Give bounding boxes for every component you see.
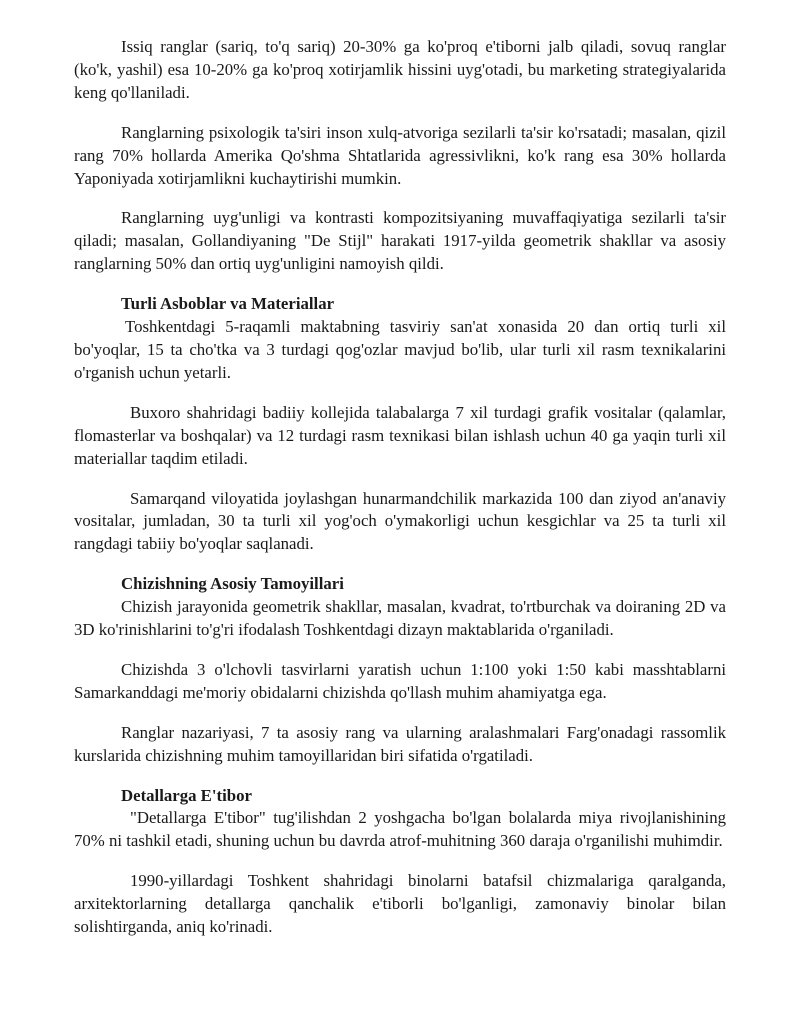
paragraph-samarkand-center: Samarqand viloyatida joylashgan hunarmandchilik markazida 100 dan ziyod an'anaviy vositalar, jumladan, 30 ta turli xil yog'och o'ymakorligi uchun kesgichlar va 25 ta turli xil rangdagi tabiiy bo'yoqlar saqlanadi. [74, 488, 726, 554]
paragraph-color-psychology: Ranglarning psixologik ta'siri inson xulq-atvoriga sezilarli ta'sir ko'rsatadi; masalan, qizil rang 70% hollarda Amerika Qo'shma Shtatlarida agressivlikni, ko'k rang esa 30% hollarda Yaponiyada xotirjamlikni kuchaytirishi mumkin. [74, 122, 726, 188]
heading-drawing-principles: Chizishning Asosiy Tamoyillari [121, 574, 344, 594]
paragraph-tashkent-buildings: 1990-yillardagi Toshkent shahridagi binolarni batafsil chizmalariga qaralganda, arxitektorlarning detallarga qanchalik e'tiborli bo'lganligi, zamonaviy binolar bilan solishtirganda, aniq ko'rinadi. [74, 871, 726, 937]
paragraph-color-theory: Ranglar nazariyasi, 7 ta asosiy rang va ularning aralashmalari Farg'onadagi rassomlik kurslarida chizishning muhim tamoyillaridan biri sifatida o'rgatiladi. [74, 722, 726, 765]
paragraph-warm-cold-colors: Issiq ranglar (sariq, to'q sariq) 20-30% ga ko'proq e'tiborni jalb qiladi, sovuq ranglar (ko'k, yashil) esa 10-20% ga ko'proq xotirjamlik hissini uyg'otadi, bu marketing strategiyalarida keng qo'llaniladi. [74, 37, 726, 102]
paragraph-scales: Chizishda 3 o'lchovli tasvirlarni yaratish uchun 1:100 yoki 1:50 kabi masshtablarni Samarkanddagi me'moriy obidalarni chizishda qo'llash muhim ahamiyatga ega. [74, 659, 726, 702]
paragraph-tashkent-school: Toshkentdagi 5-raqamli maktabning tasviriy san'at xonasida 20 dan ortiq turli xil bo'yoqlar, 15 ta cho'tka va 3 turdagi qog'ozlar mavjud bo'lib, ular turli xil rasm texnikalarini o'rganish uchun yetarli. [74, 317, 726, 382]
paragraph-bukhara-college: Buxoro shahridagi badiiy kollejida talabalarga 7 xil turdagi grafik vositalar (qalamlar, flomasterlar va boshqalar) va 12 turdagi rasm texnikasi bilan ishlash uchun 40 ga yaqin turli xil materiallar taqdim etiladi. [74, 402, 726, 468]
heading-tools-materials: Turli Asboblar va Materiallar [121, 294, 335, 314]
paragraph-color-harmony: Ranglarning uyg'unligi va kontrasti kompozitsiyaning muvaffaqiyatiga sezilarli ta'sir qiladi; masalan, Gollandiyaning "De Stijl" harakati 1917-yilda geometrik shakllar va asosiy ranglarning 50% dan ortiq uyg'unligini namoyish qildi. [74, 208, 726, 274]
heading-attention-to-detail: Detallarga E'tibor [121, 785, 252, 805]
paragraph-geometric-shapes: Chizish jarayonida geometrik shakllar, masalan, kvadrat, to'rtburchak va doiraning 2D va 3D ko'rinishlarini to'g'ri ifodalash Toshkentdagi dizayn maktablarida o'rganiladi. [74, 597, 726, 640]
document-page [74, 36, 726, 939]
paragraph-brain-development: "Detallarga E'tibor" tug'ilishdan 2 yoshgacha bo'lgan bolalarda miya rivojlanishining 70% ni tashkil etadi, shuning uchun bu davrda atrof-muhitning 360 daraja o'rganilishi muhimdir. [74, 808, 726, 851]
